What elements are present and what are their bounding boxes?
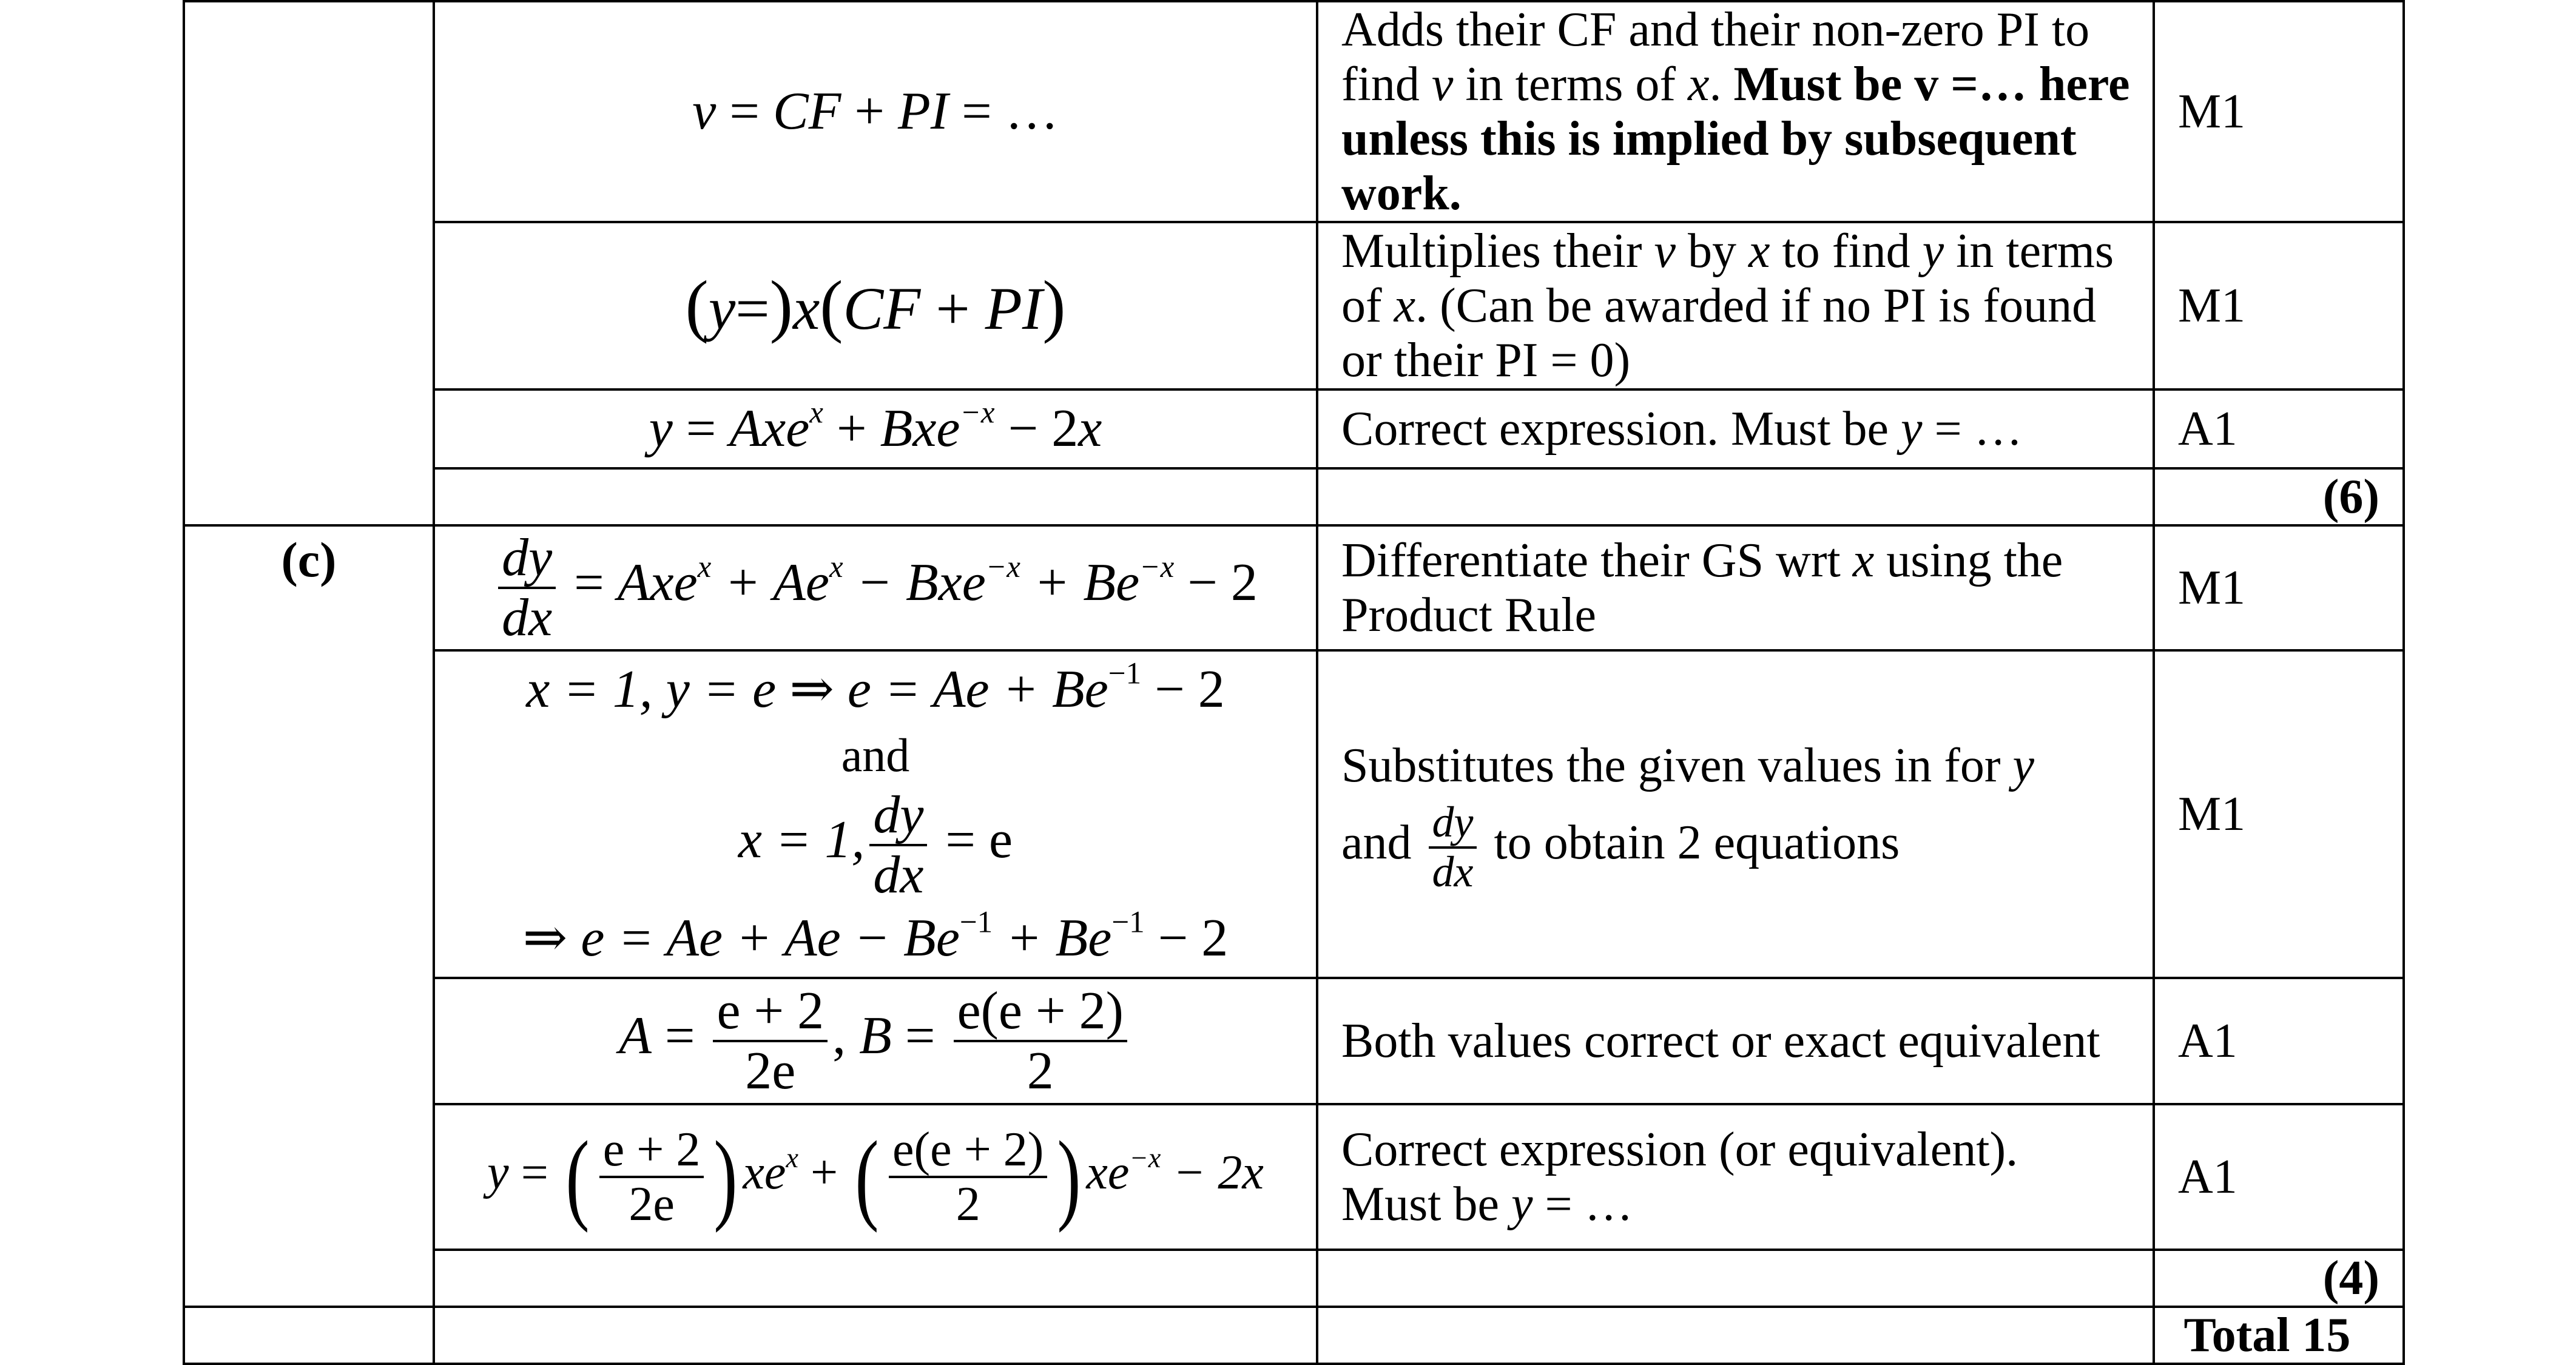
math-superscript: x — [829, 550, 843, 584]
mark-cell: M1 — [2154, 222, 2404, 389]
scheme-cell — [434, 650, 1317, 978]
math-text: A — [729, 399, 763, 458]
math-superscript: −1 — [1108, 656, 1142, 691]
notes-cell — [1317, 222, 2154, 389]
math-text: + Ae — [711, 553, 829, 613]
notes-cell-empty — [1317, 1250, 2154, 1307]
fraction-denominator: 2e — [629, 1178, 675, 1231]
scheme-cell-empty — [434, 468, 1317, 525]
math-text: = — [651, 1006, 709, 1066]
math-text: + Be — [993, 908, 1112, 968]
note-bold-text: Must be v =… here unless this is implied by subsequent work. — [1341, 58, 2130, 220]
math-text: = — [672, 399, 730, 458]
fraction-denominator: dx — [502, 588, 553, 647]
fraction — [889, 1124, 1047, 1231]
mark-cell: A1 — [2154, 389, 2404, 468]
math-text: ) — [713, 1121, 738, 1233]
math-superscript: x — [809, 396, 823, 430]
scheme-cell — [434, 1104, 1317, 1250]
fraction-numerator: e + 2 — [599, 1124, 704, 1178]
note-text: to find — [1770, 224, 1923, 278]
math-text: y — [487, 1145, 509, 1199]
math-text: A — [619, 1006, 652, 1066]
math-text: = e — [932, 810, 1013, 869]
math-text: ) — [769, 267, 793, 345]
fraction — [498, 529, 556, 647]
math-line — [435, 786, 1316, 904]
fraction — [1429, 799, 1477, 896]
math-text: ( — [820, 267, 843, 345]
table-row — [184, 1104, 2404, 1250]
math-text: , — [832, 1006, 860, 1066]
part-cell-empty — [184, 1, 434, 525]
note-text: y — [1901, 402, 1923, 456]
table-row — [184, 1, 2404, 222]
math-superscript: −1 — [1111, 905, 1145, 940]
note-text: x — [1748, 224, 1770, 278]
math-text: xe — [1086, 1145, 1130, 1199]
table-row — [184, 222, 2404, 389]
math-text: − 2 — [1174, 553, 1258, 613]
table-row — [184, 1307, 2404, 1364]
note-text: in terms of — [1341, 224, 2114, 332]
mark-cell: M1 — [2154, 1, 2404, 222]
mark-cell: A1 — [2154, 978, 2404, 1104]
note-text: x — [1688, 58, 1710, 111]
math-text: = — [735, 275, 770, 343]
math-superscript: −x — [1129, 1142, 1161, 1174]
fraction — [599, 1124, 704, 1231]
mark-cell: M1 — [2154, 650, 2404, 978]
math-superscript: −x — [1139, 550, 1175, 584]
notes-cell: Both values correct or exact equivalent — [1317, 978, 2154, 1104]
note-text: . (Can be awarded if no PI is found or their PI = 0) — [1341, 279, 2097, 387]
table-row — [184, 1250, 2404, 1307]
fraction-numerator: dy — [498, 529, 556, 589]
note-text: . — [1709, 58, 1734, 111]
notes-cell-empty — [1317, 468, 2154, 525]
note-text: Differentiate their GS wrt — [1341, 534, 1853, 587]
note-text: Multiplies their — [1341, 224, 1654, 278]
fraction-numerator: e(e + 2) — [889, 1124, 1047, 1178]
math-text: B — [880, 399, 913, 458]
fraction-numerator: dy — [869, 786, 927, 846]
table-row — [184, 525, 2404, 650]
math-text: = … — [948, 82, 1059, 141]
fraction-denominator: 2e — [745, 1042, 796, 1100]
math-text: + — [841, 82, 899, 141]
note-text: x — [1852, 534, 1875, 587]
table-row — [184, 389, 2404, 468]
scheme-cell-empty — [434, 1250, 1317, 1307]
math-text: PI — [898, 82, 949, 141]
math-text: = — [891, 1006, 949, 1066]
fraction-denominator: 2 — [956, 1178, 980, 1231]
note-text: to obtain 2 equations — [1482, 816, 1900, 870]
math-text: − 2x — [1161, 1145, 1264, 1199]
notes-cell — [1317, 1, 2154, 222]
fraction-numerator: dy — [1429, 799, 1477, 849]
notes-cell — [1317, 389, 2154, 468]
note-text: in terms of — [1453, 58, 1688, 111]
scheme-cell — [434, 389, 1317, 468]
scheme-cell — [434, 978, 1317, 1104]
part-cell-empty — [184, 1307, 434, 1364]
note-line — [1341, 732, 2136, 799]
fraction — [869, 786, 927, 904]
math-text: xe — [762, 399, 810, 458]
scheme-cell — [434, 1, 1317, 222]
math-text: x = 1, y = e ⇒ e = Ae + Be — [526, 659, 1108, 719]
math-line — [435, 904, 1316, 973]
math-text: = — [716, 82, 773, 141]
note-text: = … — [1922, 402, 2023, 456]
math-text: ( — [565, 1121, 590, 1233]
fraction-numerator: e(e + 2) — [954, 982, 1127, 1042]
mark-cell: A1 — [2154, 1104, 2404, 1250]
math-text: + — [920, 275, 985, 343]
subtotal-mark: (4) — [2154, 1250, 2404, 1307]
fraction-denominator: dx — [873, 845, 924, 905]
scheme-cell — [434, 525, 1317, 650]
math-text: ) — [1042, 267, 1066, 345]
note-text: Correct expression (or equivalent). — [1341, 1123, 2018, 1176]
math-text: = — [508, 1145, 561, 1199]
math-text: x — [1078, 399, 1102, 458]
note-text: v — [1654, 224, 1676, 278]
note-text: and — [1341, 816, 1412, 870]
notes-cell — [1317, 525, 2154, 650]
total-mark: Total 15 — [2154, 1307, 2404, 1364]
notes-cell — [1317, 1104, 2154, 1250]
note-text: y — [1511, 1178, 1533, 1231]
math-text: ( — [685, 267, 709, 345]
math-superscript: −x — [985, 550, 1020, 584]
math-text: y — [649, 399, 673, 458]
math-text: + Be — [1020, 553, 1140, 613]
note-text: x — [1394, 279, 1416, 332]
note-text: using the Product Rule — [1341, 534, 2063, 642]
table-row — [184, 650, 2404, 978]
fraction-denominator: 2 — [1027, 1042, 1054, 1100]
note-text: = … — [1532, 1178, 1633, 1231]
mark-scheme-table — [183, 0, 2405, 1365]
math-text: CF — [772, 82, 841, 141]
fraction — [713, 982, 828, 1100]
fraction-denominator: dx — [1432, 848, 1474, 896]
math-text: + — [798, 1145, 851, 1199]
math-text: xe — [743, 1145, 786, 1199]
math-text: ( — [855, 1121, 879, 1233]
note-text: by — [1676, 224, 1749, 278]
table-row — [184, 978, 2404, 1104]
math-superscript: x — [786, 1142, 798, 1174]
note-line — [1341, 799, 2136, 896]
notes-cell — [1317, 650, 2154, 978]
math-text: B — [859, 1006, 892, 1066]
note-text: Adds their CF and their non-zero PI to find — [1341, 3, 2090, 111]
math-and: and — [841, 729, 910, 782]
math-text: x — [792, 275, 820, 343]
part-label: (c) — [184, 525, 434, 1307]
fraction-numerator: e + 2 — [713, 982, 828, 1042]
math-text: ) — [1057, 1121, 1082, 1233]
note-text: Must be — [1341, 1178, 1511, 1231]
math-text: y — [708, 275, 736, 343]
note-text: Correct expression. Must be — [1341, 402, 1901, 456]
math-text: = — [561, 553, 618, 613]
note-text: Substitutes the given values in for — [1341, 739, 2013, 793]
mark-cell: M1 — [2154, 525, 2404, 650]
math-text: CF — [843, 275, 921, 343]
math-text: − 2 — [1144, 908, 1229, 968]
math-text: x = 1, — [738, 810, 865, 869]
scheme-cell — [434, 222, 1317, 389]
math-text: xe — [912, 399, 960, 458]
note-text: v — [1431, 58, 1454, 111]
fraction — [954, 982, 1127, 1100]
math-text: ⇒ e = Ae + Ae − Be — [522, 908, 960, 968]
math-text: PI — [985, 275, 1043, 343]
scheme-cell-empty — [434, 1307, 1317, 1364]
math-text: v — [692, 82, 716, 141]
math-text: − Bxe — [843, 553, 986, 613]
math-text: − 2 — [994, 399, 1079, 458]
table-row — [184, 468, 2404, 525]
subtotal-mark: (6) — [2154, 468, 2404, 525]
note-text: y — [1922, 224, 1944, 278]
notes-cell-empty — [1317, 1307, 2154, 1364]
math-text: + — [823, 399, 880, 458]
math-superscript: −x — [960, 396, 995, 430]
note-text: y — [2012, 739, 2035, 793]
math-text: − 2 — [1141, 659, 1225, 719]
math-superscript: x — [697, 550, 712, 584]
math-superscript: −1 — [959, 905, 993, 940]
math-text: Axe — [617, 553, 698, 613]
note-line — [1341, 1177, 2136, 1232]
math-line — [435, 655, 1316, 724]
